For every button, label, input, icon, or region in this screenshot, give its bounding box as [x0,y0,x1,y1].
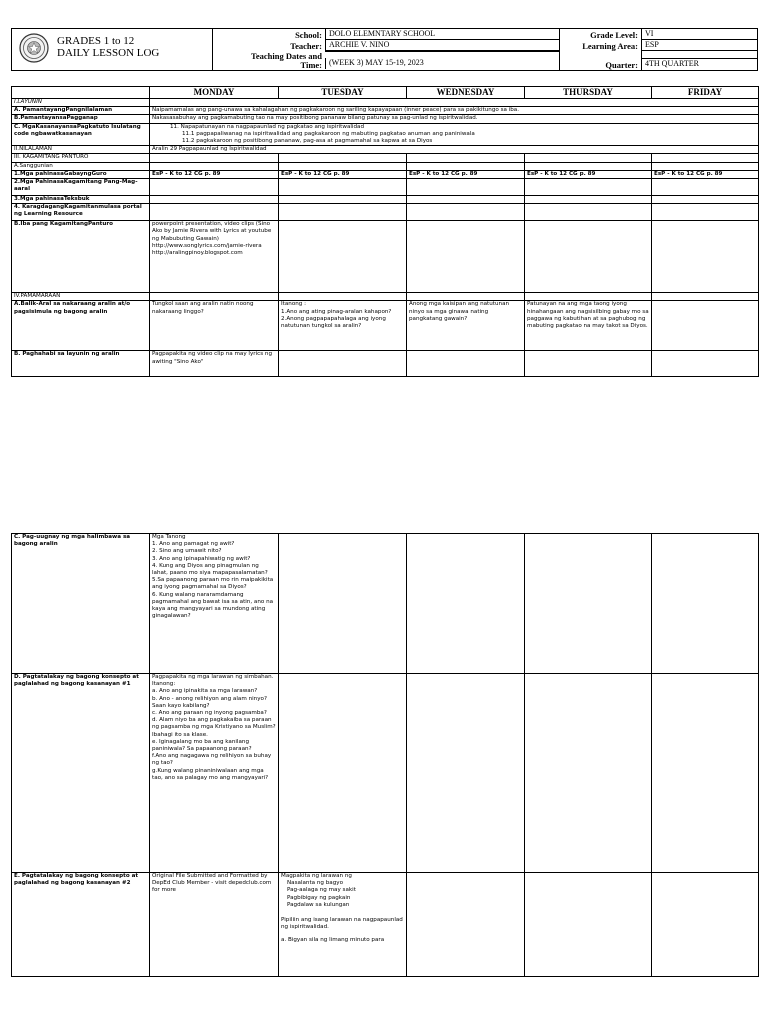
empty-cell [150,162,279,170]
empty-cell [150,154,279,162]
empty-cell [525,204,652,221]
table-row [12,351,759,377]
corner-cell [12,87,150,99]
empty-cell [150,179,279,196]
empty-cell [525,221,652,293]
table-row [12,221,759,293]
table-row [12,674,759,873]
balik-aral-wednesday: Anong mga kaisipan ang natutunan ninyo sa mga ginawa nating pangkatang gawain? [407,301,525,351]
nilalaman-text: Aralin 29 Pagpapaunlad ng Ispiritwalidad [150,146,759,154]
teacher-label: Teacher: [290,41,322,51]
pagtatalakay-1-monday: Pagpapakita ng mga larawan ng simbahan. Itanong: a. Ano ang ipinakita sa mga larawan? b. Ano - anong relihiyon ang alam ninyo? Saan kayo kabilang? c. Ano ang paraan ng inyong pagsamba? d. Alam niyo ba ang pagkakaiba sa paraan ng pagsamba ng mga Kristiyano sa Muslim? Ibahagi ito sa klase. e. Iginagalang mo ba ang kanilang paniniwala? Sa papaanong paraan? f.Ano ang nagagawa ng relihiyon sa buhay ng tao? g.Kung walang pinaniniwalaan ang mga tao, ano sa palagay mo ang mangyayari? [150,674,279,873]
kagamitang-mag-aaral-label: 2.Mga PahinasaKagamitang Pang-Mag-aaral [12,179,150,196]
empty-cell [407,179,525,196]
empty-cell [279,162,407,170]
dates-value: (WEEK 3) MAY 15-19, 2023 [325,58,559,69]
table-row [12,301,759,351]
table-row [12,99,759,107]
empty-cell [279,351,407,377]
pag-uugnay-label: C. Pag-uugnay ng mga halimbawa sa bagong aralin [12,534,150,674]
sanggunian-heading: A.Sanggunian [12,162,150,170]
table-row [12,204,759,221]
empty-cell [525,674,652,873]
table-row [12,196,759,204]
empty-cell [652,293,759,301]
teksbuk-label: 3.Mga pahinasaTeksbuk [12,196,150,204]
empty-cell [525,351,652,377]
balik-aral-thursday: Patunayan na ang mga taong iyong hinahangaan ang nagsisilbing gabay mo sa paggawa ng kabutihan at sa paghubog ng mabuting pagkatao na may takot sa Diyos. [525,301,652,351]
empty-cell [652,162,759,170]
dates-divider [325,51,559,52]
empty-cell [279,154,407,162]
kasanayan-line-1: 11. Napapatunayan na nagpapaunlad ng pagkatao ang ispiritwalidad [170,123,365,130]
day-wednesday: WEDNESDAY [407,87,525,99]
pagtatalakay-2-tuesday-list: Nasalanta ng bagyo Pag-aalaga ng may sakit Pagbibigay ng pagkain Pagdalaw sa kulungan [287,880,356,908]
form-title-line1: GRADES 1 to 12 [57,35,135,47]
empty-cell [525,162,652,170]
balik-aral-tuesday: Itanong : 1.Ano ang ating pinag-aralan kahapon? 2.Anong pagpapapahalaga ang iyong natutunan tungkol sa aralin? [279,301,407,351]
day-thursday: THURSDAY [525,87,652,99]
empty-cell [279,196,407,204]
lesson-plan-table-part1 [11,86,759,377]
empty-cell [279,204,407,221]
empty-cell [279,179,407,196]
empty-cell [407,154,525,162]
deped-seal-icon [19,33,49,63]
table-row [12,107,759,115]
dates-label-line1: Teaching Dates and [250,51,322,61]
empty-cell [279,674,407,873]
pagtatalakay-2-label: E. Pagtatalakay ng bagong konsepto at paglalahad ng bagong kasanayan #2 [12,873,150,977]
table-row [12,179,759,196]
pagtatalakay-2-tuesday-instruction: Pipiliin ang isang larawan na nagpapaunlad ng ispiritwalidad. [281,917,403,931]
day-header-row [12,87,759,99]
table-row [12,534,759,674]
empty-cell [652,179,759,196]
iba-pang-kagamitan-monday: powerpoint presentation, video clips (Sino Ako by Jamie Rivera with Lyrics at youtube ng Mabubuting Gawain) http://www.songlyrics.com/jamie-rivera http://aralingpinoy.blogspot.com [150,221,279,293]
gabay-thursday: EsP - K to 12 CG p. 89 [525,170,652,178]
blank-value [641,51,757,59]
kasanayan-label: C. MgaKasanayansaPagkatuto Isulatang code ngbawatkasanayan [12,123,150,146]
dates-label-line2: Time: [300,60,322,70]
pagtatalakay-1-label: D. Pagtatalakay ng bagong konsepto at paglalahad ng bagong kasanayan #1 [12,674,150,873]
title-block [12,29,213,70]
empty-cell [407,293,525,301]
gabay-friday: EsP - K to 12 CG p. 89 [652,170,759,178]
empty-cell [407,873,525,977]
grade-level-value: VI [641,29,757,40]
gabay-guro-label: 1.Mga pahinasaGabayngGuro [12,170,150,178]
empty-cell [652,873,759,977]
empty-cell [150,204,279,221]
school-label: School: [295,30,322,40]
empty-cell [150,293,279,301]
pamantayan-sa-pagganap-text: Nakasasabuhay ang pagkamabuting tao na may positibong pananaw bilang patunay sa pag-unlad ng ispiritwalidad. [150,115,759,123]
empty-cell [150,99,759,107]
learning-area-label: Learning Area: [582,41,638,51]
empty-cell [652,154,759,162]
empty-cell [407,674,525,873]
form-title-line2: DAILY LESSON LOG [57,47,160,59]
paghahabi-monday: Pagpapakita ng video clip na may lyrics ng awiting "Sino Ako" [150,351,279,377]
empty-cell [279,534,407,674]
form-title [57,35,159,59]
lesson-log-header [11,28,758,71]
empty-cell [407,196,525,204]
table-row [12,873,759,977]
pagtatalakay-2-monday: Original File Submitted and Formatted by DepEd Club Member - visit depedclub.com for more [150,873,279,977]
pagtatalakay-2-tuesday [279,873,407,977]
empty-cell [525,196,652,204]
quarter-label: Quarter: [605,60,638,70]
table-row [12,154,759,162]
kagamitan-heading: III. KAGAMITANG PANTURO [12,154,150,162]
empty-cell [652,534,759,674]
kasanayan-line-2: 11.1 pagpapaliwanag na ispiritwalidad ang pagkakaroon ng mabuting pagkatao anuman ang paniniwala [182,130,475,137]
lesson-plan-table-part2 [11,533,759,977]
paghahabi-label: B. Paghahabi sa layunin ng aralin [12,351,150,377]
empty-cell [652,351,759,377]
empty-cell [407,162,525,170]
gabay-monday: EsP - K to 12 CG p. 89 [150,170,279,178]
gabay-wednesday: EsP - K to 12 CG p. 89 [407,170,525,178]
teacher-value: ARCHIE V. NINO [325,40,559,51]
pamamaraan-heading: IV.PAMAMARAAN [12,293,150,301]
empty-cell [279,221,407,293]
empty-cell [407,204,525,221]
learning-resource-label: 4. KaragdagangKagamitanmulasa portal ng Learning Resource [12,204,150,221]
quarter-value: 4TH QUARTER [641,59,757,70]
learning-area-value: ESP [641,40,757,51]
pagtatalakay-2-tuesday-intro: Magpakita ng larawan ng [281,873,352,879]
empty-cell [652,196,759,204]
header-divider [559,29,560,70]
empty-cell [652,301,759,351]
table-row [12,170,759,178]
gabay-tuesday: EsP - K to 12 CG p. 89 [279,170,407,178]
empty-cell [407,221,525,293]
layunin-heading: I.LAYUNIN [12,99,150,107]
balik-aral-monday: Tungkol saan ang aralin natin noong nakaraang linggo? [150,301,279,351]
table-row [12,115,759,123]
table-row [12,146,759,154]
iba-pang-kagamitan-label: B.Iba pang KagamitangPanturo [12,221,150,293]
empty-cell [525,293,652,301]
empty-cell [525,154,652,162]
empty-cell [652,674,759,873]
table-row [12,123,759,146]
grade-level-label: Grade Level: [590,30,638,40]
day-tuesday: TUESDAY [279,87,407,99]
empty-cell [407,534,525,674]
day-friday: FRIDAY [652,87,759,99]
empty-cell [150,196,279,204]
empty-cell [279,293,407,301]
pag-uugnay-monday: Mga Tanong 1. Ano ang pamagat ng awit? 2. Sino ang umawit nito? 3. Ano ang ipinapahiwatig ng awit? 4. Kung ang Diyos ang pinagmulan ng lahat, paano mo siya mapapasalamatan? 5.Sa papaanong paraan mo rin maipakikita ang iyong pagmamahal sa Diyos? 6. Kung walang nararamdamang pagmamahal ang bawat isa sa atin, ano na kaya ang mangyayari sa mundong ating ginagalawan? [150,534,279,674]
pagtatalakay-2-tuesday-step: a. Bigyan sila ng limang minuto para [281,937,385,944]
kasanayan-line-3: 11.2 pagkakaroon ng positibong pananaw, pag-asa at pagmamahal sa kapwa at sa Diyos [182,138,433,145]
pamantayang-pangnilalaman-text: Naipamamalas ang pang-unawa sa kahalagahan ng pagkakaroon ng sariling kapayapaan (inner peace) para sa pakikitungo sa iba. [150,107,759,115]
school-value: DOLO ELEMNTARY SCHOOL [325,29,559,40]
empty-cell [525,873,652,977]
pamantayang-pangnilalaman-label: A. PamantayangPangnilalaman [12,107,150,115]
empty-cell [652,221,759,293]
empty-cell [525,534,652,674]
day-monday: MONDAY [150,87,279,99]
table-row [12,293,759,301]
table-row [12,162,759,170]
empty-cell [525,179,652,196]
balik-aral-label: A.Balik-Aral sa nakaraang aralin at/o pagsisimula ng bagong aralin [12,301,150,351]
kasanayan-text [150,123,759,146]
nilalaman-heading: II.NILALAMAN [12,146,150,154]
pamantayan-sa-pagganap-label: B.PamantayansaPagganap [12,115,150,123]
empty-cell [652,204,759,221]
empty-cell [407,351,525,377]
